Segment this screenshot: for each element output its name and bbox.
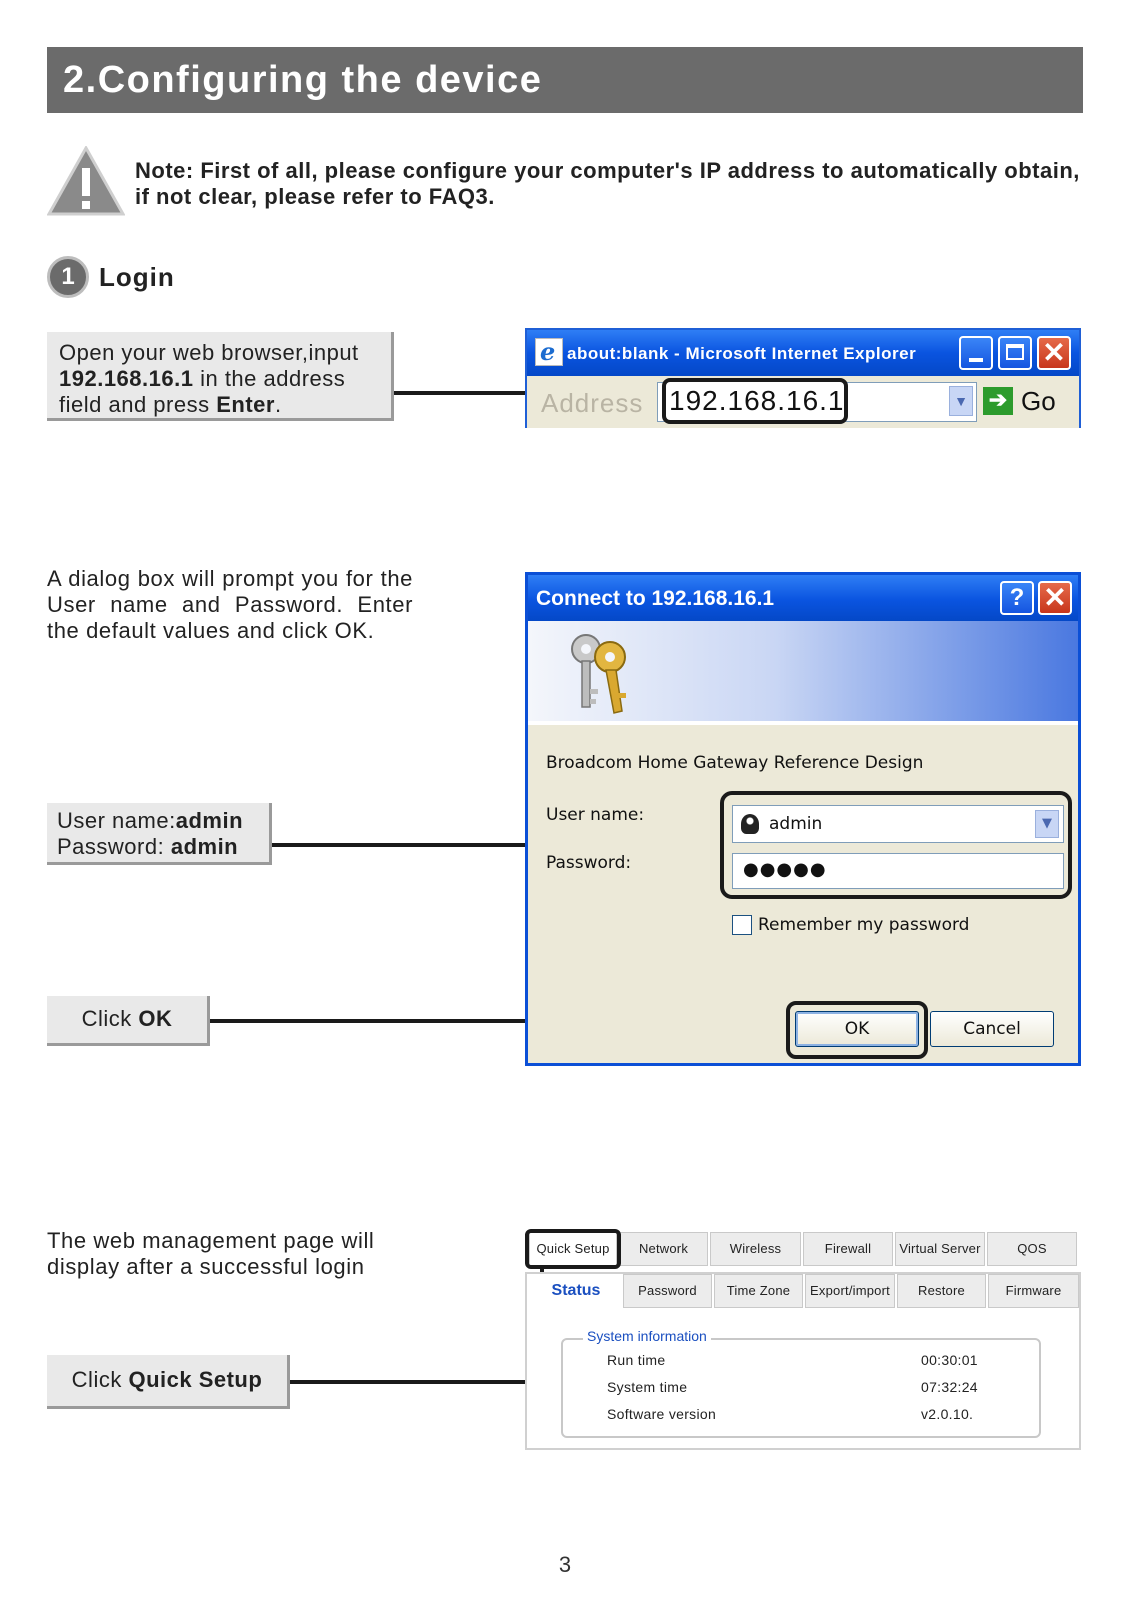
tab-qos[interactable]: QOS	[987, 1232, 1077, 1266]
chevron-down-icon[interactable]: ▼	[1035, 810, 1059, 838]
password-value: ●●●●●	[743, 859, 827, 880]
software-version-value: v2.0.10.	[921, 1406, 974, 1422]
password-label: Password:	[546, 853, 632, 873]
callout-click-quick-setup	[47, 1355, 290, 1409]
top-tab-row	[525, 1232, 1081, 1266]
tab-password[interactable]: Password	[623, 1274, 712, 1308]
help-icon[interactable]: ?	[1000, 581, 1034, 615]
go-button[interactable]: Go	[1021, 386, 1056, 416]
browser-window	[525, 328, 1081, 428]
remember-password-checkbox[interactable]	[732, 915, 752, 935]
callout-user-value: admin	[175, 808, 244, 833]
user-name-combobox[interactable]	[732, 805, 1064, 843]
callout-click-ok	[47, 996, 210, 1046]
connector-line	[290, 1380, 544, 1384]
user-name-value: admin	[769, 814, 823, 834]
mgmt-instructions: The web management page will display after a successful login	[47, 1228, 375, 1279]
keys-icon	[558, 627, 638, 717]
tab-virtual-server[interactable]: Virtual Server	[895, 1232, 985, 1266]
dialog-instructions: A dialog box will prompt you for the User name and Password. Enter the default values and click OK.	[47, 566, 413, 643]
tab-quick-setup[interactable]: Quick Setup	[529, 1232, 617, 1266]
address-label: Address	[541, 388, 644, 418]
ie-logo-icon: e	[535, 338, 563, 366]
run-time-label: Run time	[607, 1352, 666, 1368]
user-icon	[741, 814, 759, 834]
step-title: Login	[99, 262, 175, 292]
callout-text: Click	[71, 1367, 129, 1392]
login-dialog	[525, 572, 1081, 1066]
chevron-down-icon[interactable]: ▼	[949, 386, 973, 416]
callout-text: .	[274, 392, 282, 417]
address-input[interactable]: 192.168.16.1	[669, 385, 845, 416]
callout-pass-value: admin	[170, 834, 239, 859]
dialog-title-bar	[528, 575, 1078, 621]
minimize-icon[interactable]	[959, 336, 993, 370]
address-bar	[527, 376, 1079, 428]
software-version-label: Software version	[607, 1406, 717, 1422]
close-icon[interactable]: ✕	[1038, 581, 1072, 615]
tab-network[interactable]: Network	[619, 1232, 708, 1266]
dialog-body	[528, 725, 1078, 1066]
callout-text: Open your web browser,input	[59, 340, 359, 365]
section-title: 2.Configuring the device	[63, 59, 543, 101]
system-time-value: 07:32:24	[921, 1379, 978, 1395]
callout-key: Quick Setup	[128, 1367, 263, 1392]
dialog-banner	[528, 621, 1078, 721]
callout-open-browser	[47, 332, 394, 421]
section-header	[47, 47, 1083, 113]
callout-ip: 192.168.16.1	[59, 366, 194, 391]
tab-firewall[interactable]: Firewall	[803, 1232, 893, 1266]
cancel-button[interactable]: Cancel	[930, 1011, 1054, 1047]
callout-text: User name:	[57, 808, 176, 833]
tab-restore[interactable]: Restore	[897, 1274, 986, 1308]
warning-icon	[47, 146, 125, 216]
callout-key: OK	[138, 1006, 173, 1031]
management-panel	[525, 1272, 1081, 1450]
tab-firmware[interactable]: Firmware	[988, 1274, 1079, 1308]
close-icon[interactable]: ✕	[1037, 336, 1071, 370]
callout-text: in the address field and press	[59, 366, 346, 417]
web-management-page	[525, 1232, 1081, 1450]
tab-wireless[interactable]: Wireless	[710, 1232, 801, 1266]
tab-export-import[interactable]: Export/import	[805, 1274, 895, 1308]
dialog-title: Connect to 192.168.16.1	[536, 587, 775, 610]
system-information-group	[561, 1328, 1041, 1438]
browser-title-bar	[527, 330, 1079, 376]
page-number: 3	[558, 1552, 572, 1577]
go-arrow-icon[interactable]: ➔	[983, 387, 1013, 415]
system-time-label: System time	[607, 1379, 688, 1395]
system-information-title: System information	[583, 1328, 711, 1344]
realm-text: Broadcom Home Gateway Reference Design	[546, 753, 924, 773]
callout-text: Password:	[57, 834, 171, 859]
step-number-badge: 1	[47, 256, 89, 298]
quick-setup-highlight	[525, 1229, 621, 1269]
callout-credentials	[47, 803, 272, 865]
browser-title: about:blank - Microsoft Internet Explorer	[567, 344, 917, 363]
tab-time-zone[interactable]: Time Zone	[714, 1274, 803, 1308]
user-name-label: User name:	[546, 805, 645, 825]
ok-button[interactable]: OK	[795, 1011, 919, 1047]
callout-text: Click	[81, 1006, 139, 1031]
remember-password-label[interactable]: Remember my password	[758, 915, 970, 935]
password-field[interactable]	[732, 853, 1064, 889]
maximize-icon[interactable]	[998, 336, 1032, 370]
note-text: Note: First of all, please configure your computer's IP address to automatically obtain, if not clear, please refer to FAQ3.	[135, 158, 1080, 209]
callout-key: Enter	[216, 392, 275, 417]
tab-status[interactable]: Status	[531, 1274, 621, 1308]
run-time-value: 00:30:01	[921, 1352, 978, 1368]
